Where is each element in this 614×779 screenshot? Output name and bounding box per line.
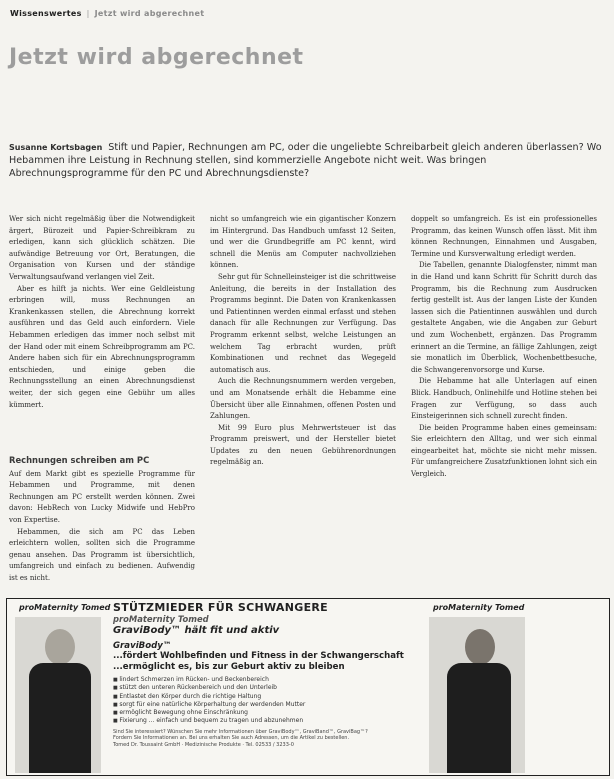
photo-figure-head [465, 629, 495, 665]
advertisement [6, 598, 610, 776]
ad-bullet-list [113, 676, 423, 726]
paragraph: doppelt so umfangreich. Es ist ein professionelles Programm, das keinen Wunsch offen lässt. Mit ihm können Rechnungen, Einnahmen und Ausgaben, Termine und Kursverwaltung erledigt werden. [411, 215, 597, 258]
ad-brand-tag-right: proMaternity Tomed [433, 603, 525, 612]
ad-bullet: ■ Fixierung ... einfach und bequem zu tragen und abzunehmen [113, 717, 423, 725]
paragraph: Die beiden Programme haben eines gemeinsam: Sie erleichtern den Alltag, und wer sich einmal eingearbeitet hat, möchte sie nicht mehr missen. Für umfangreichere Zusatzfunktionen lohnt sich ein Vergleich. [411, 423, 597, 479]
ad-bullet: ■ sorgt für eine natürliche Körperhaltung der werdenden Mutter [113, 701, 423, 709]
subsection-label: Jetzt wird abgerechnet [94, 9, 205, 18]
page-header [10, 9, 604, 21]
model-photo-right [429, 617, 525, 773]
section-heading: Rechnungen schreiben am PC [9, 455, 150, 466]
paragraph: Hebammen, die sich am PC das Leben erleichtern wollen, sollten sich die Programme genau ansehen. Das Programm ist übersichtlich, umfangreich und einfach zu bedienen. Aufwendig ist es nicht. [9, 527, 195, 583]
paragraph: Auch die Rechnungsnummern werden vergeben, und am Monatsende erhält die Hebamme eine Übersicht über alle Einnahmen, offenen Posten und Zahlungen. [210, 377, 396, 421]
ad-bullet: ■ stützt den unteren Rückenbereich und den Unterleib [113, 684, 423, 692]
paragraph: Wer sich nicht regelmäßig über die Notwendigkeit ärgert, Bürozeit und Papier-Schreibkram zu erledigen, kann sich glücklich schätzen. Die aufwändige Betreuung vor Ort, Beratungen, die Organisation von Kursen und der ständige Verwaltungsaufwand verlangen viel Zeit. [9, 215, 195, 281]
ad-fine-line: Tomed Dr. Toussaint GmbH · Medizinische Produkte · Tel. 02533 / 3233-0 [113, 741, 294, 748]
ad-brand-tag-left: proMaternity Tomed [19, 603, 111, 612]
ad-claim: ...fördert Wohlbefinden und Fitness in der Schwangerschaft [113, 651, 404, 661]
article-column-1 [9, 214, 195, 590]
ad-brand: proMaternity Tomed [113, 614, 209, 624]
photo-figure-body [447, 663, 511, 773]
article-column-2 [210, 214, 396, 590]
paragraph: Auf dem Markt gibt es spezielle Programme für Hebammen und Programme, mit denen Rechnungen am PC erstellt werden können. Zwei davon: HebRech von Lucky Midwife und HebPro von Expertise. [9, 469, 195, 525]
ad-fine-print [113, 729, 423, 749]
article-column-3 [411, 214, 597, 590]
section-label: Wissenswertes [10, 9, 82, 18]
ad-copy [113, 601, 423, 749]
paragraph: Die Hebamme hat alle Unterlagen auf einen Blick. Handbuch, Onlinehilfe und Hotline stehen bei Fragen zur Verfügung, so dass auch Einsteigerinnen sich schnell zurecht finden. [411, 377, 597, 421]
header-separator: | [86, 9, 90, 18]
ad-bullet: ■ ermöglicht Bewegung ohne Einschränkung [113, 709, 423, 717]
ad-claim: ...ermöglicht es, bis zur Geburt aktiv zu bleiben [113, 662, 345, 672]
paragraph: Sehr gut für Schnelleinsteiger ist die schrittweise Anleitung, die bereits in der Installation des Programms beginnt. Die Daten von Krankenkassen und Patientinnen werden einmal erfasst und stehen danach für alle Rechnungen zur Verfügung. Das Programm erkennt selbst, welche Leistungen an welchem Tag erbracht wurden, prüft Kombinationen und rechnet das Wegegeld automatisch aus. [210, 272, 396, 374]
paragraph: Die Tabellen, genannte Dialogfenster, nimmt man in die Hand und kann Schritt für Schritt durch das Programm, bis die Rechnung zum Ausdrucken fertig gestellt ist. Aus der langen Liste der Kunden lassen sich die Patientinnen auswählen und durch gestaltete Angaben, wie die Angaben zur Geburt und zum Wochenbett, ergänzen. Das Programm erinnert an die Termine, an fällige Zahlungen, zeigt sie monatlich im Überblick, Wochenbettbesuche, die Schwangerenvorsorge und Kurse. [411, 261, 597, 374]
lead-text: Stift und Papier, Rechnungen am PC, oder die ungeliebte Schreibarbeit gleich anderen überlassen? Wo Hebammen ihre Leistung in Rechnung stellen, sind kommerzielle Angebote nicht weit. Was bringen Abrechnungsprogramme für den PC und Abrechnungsdienste? [9, 142, 602, 179]
ad-headline: STÜTZMIEDER FÜR SCHWANGERE [113, 601, 328, 614]
article-lead [9, 142, 605, 180]
author-name: Susanne Kortsbagen [9, 143, 103, 152]
ad-bullet: ■ Entlastet den Körper durch die richtige Haltung [113, 693, 423, 701]
photo-figure-body [29, 663, 91, 773]
ad-product-line: GraviBody™ hält fit und aktiv [113, 625, 280, 636]
paragraph: nicht so umfangreich wie ein gigantischer Konzern im Hintergrund. Das Handbuch umfasst 12 Seiten, und wer die Grundbegriffe am PC kennt, wird schnell die Menüs am Computer nachvollziehen können. [210, 215, 396, 270]
paragraph: Mit 99 Euro plus Mehrwertsteuer ist das Programm preiswert, und der Hersteller bietet Updates zu den neuen Gebührenordnungen regelmäßig an. [210, 423, 396, 467]
ad-product-name: GraviBody™ [113, 641, 172, 651]
photo-figure-head [45, 629, 75, 665]
ad-bullet: ■ lindert Schmerzen im Rücken- und Beckenbereich [113, 676, 423, 684]
model-photo-left [15, 617, 101, 773]
ad-fine-line: Fordern Sie Informationen an. Bei uns erhalten Sie auch Adressen, um die Artikel zu bestellen. [113, 735, 350, 742]
ad-fine-line: Sind Sie interessiert? Wünschen Sie mehr Informationen über GraviBody™, GraviBand™, GraviBag™? [113, 728, 368, 735]
article-title: Jetzt wird abgerechnet [9, 45, 304, 70]
paragraph: Aber es hilft ja nichts. Wer eine Geldleistung erbringen will, muss Rechnungen an Krankenkassen stellen, die Abrechnung korrekt ausführen und das Geld auch einfordern. Viele Hebammen erledigen das immer noch selbst mit der Hand oder mit einem Schreibprogramm am PC. Andere haben sich für ein Abrechnungsprogramm entschieden, und einige geben die Rechnungsstellung an einen Abrechnungsdienst weiter, der sich gegen eine Gebühr um alles kümmert. [9, 284, 195, 409]
